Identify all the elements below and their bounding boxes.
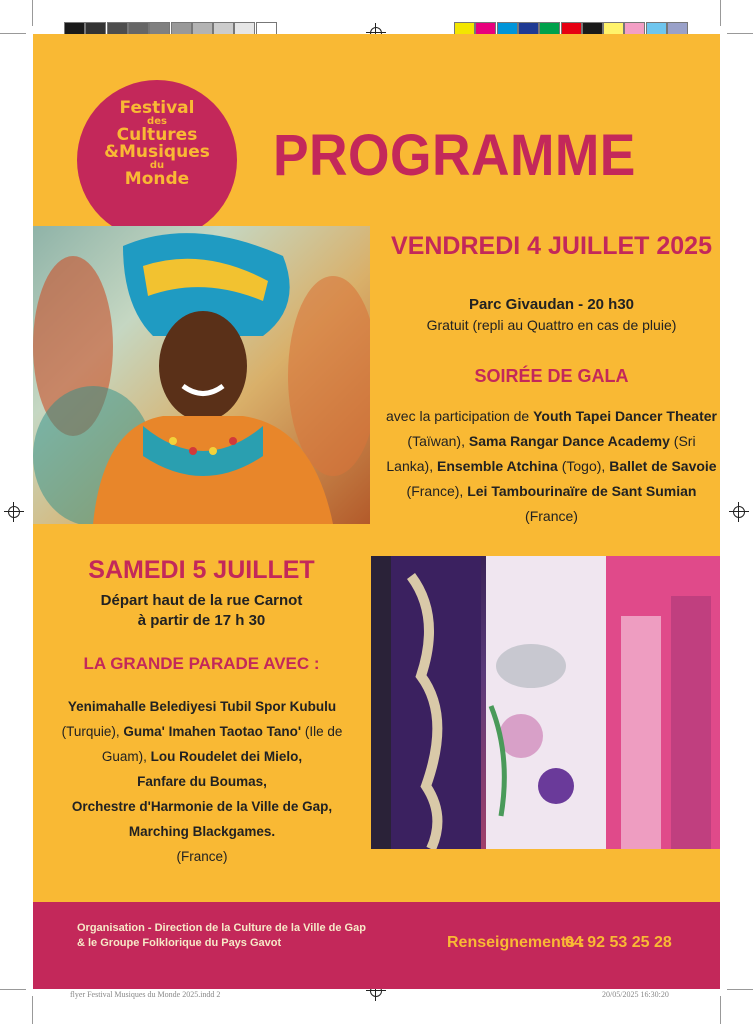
participants-intro: avec la participation de (386, 408, 530, 424)
group-country: (France) (176, 849, 228, 864)
participant-name: Sama Rangar Dance Academy (468, 433, 670, 449)
registration-mark-icon (733, 506, 745, 518)
dancer-photo (33, 226, 370, 524)
group-name: Yenimahalle Belediyesi Tubil Spor Kubulu (67, 699, 337, 714)
footer-phone: 04 92 53 25 28 (565, 934, 672, 951)
logo-line: Monde (124, 169, 190, 189)
participant-name: Ballet de Savoie (609, 458, 717, 474)
saturday-start-time: à partir de 17 h 30 (137, 612, 266, 629)
saturday-groups (41, 694, 363, 869)
costume-photo (371, 556, 720, 849)
friday-note: Gratuit (repli au Quattro en cas de pluie) (426, 317, 677, 333)
participant-country: (France) (525, 508, 578, 524)
saturday-date-heading: SAMEDI 5 JUILLET (88, 556, 315, 584)
group-name: Marching Blackgames. (128, 824, 276, 839)
crop-mark (720, 996, 721, 1024)
crop-mark (720, 0, 721, 26)
logo-line: des (147, 116, 167, 127)
friday-participants (385, 404, 718, 529)
crop-mark (727, 33, 753, 34)
logo-line: &Musiques (104, 142, 210, 162)
slug-timestamp: 20/05/2025 16:30:20 (602, 990, 669, 999)
logo-line: Cultures (116, 125, 198, 145)
registration-mark-icon (8, 506, 20, 518)
page-title: PROGRAMME (273, 123, 636, 188)
friday-date-heading: VENDREDI 4 JUILLET 2025 (391, 232, 712, 260)
group-country: (Turquie), (61, 724, 120, 739)
group-name: Fanfare du Boumas, (137, 774, 267, 789)
participant-name: Ensemble Atchina (436, 458, 558, 474)
group-name: Orchestre d'Harmonie de la Ville de Gap, (71, 799, 333, 814)
crop-mark (0, 989, 26, 990)
group-name: Guma' Imahen Taotao Tano' (123, 724, 302, 739)
poster (33, 34, 720, 989)
participant-country: (Taïwan), (407, 433, 465, 449)
participant-country: (Sri Lanka), (386, 433, 696, 474)
crop-mark (32, 996, 33, 1024)
slug-file-name: flyer Festival Musiques du Monde 2025.indd 2 (70, 990, 221, 999)
saturday-start-line: Départ haut de la rue Carnot (100, 592, 303, 609)
friday-venue: Parc Givaudan - 20 h30 (468, 296, 635, 313)
participant-name: Lei Tambourinaïre de Sant Sumian (467, 483, 697, 499)
logo-line: du (149, 160, 165, 171)
group-name: Lou Roudelet dei Mielo, (150, 749, 303, 764)
crop-mark (727, 989, 753, 990)
crop-mark (32, 0, 33, 26)
footer-organisation-line2: & le Groupe Folklorique du Pays Gavot (77, 937, 282, 949)
festival-logo (77, 80, 237, 240)
saturday-event-heading: LA GRANDE PARADE AVEC : (83, 654, 320, 673)
participant-name: Youth Tapei Dancer Theater (533, 408, 717, 424)
friday-event-heading: SOIRÉE DE GALA (474, 366, 629, 386)
footer-organisation: Organisation - Direction de la Culture de la Ville de Gap (77, 922, 366, 934)
crop-mark (0, 33, 26, 34)
participant-country: (France), (406, 483, 464, 499)
logo-line: Festival (119, 98, 195, 118)
participant-country: (Togo), (561, 458, 606, 474)
group-country: (Ile de Guam), (101, 724, 343, 764)
footer-band (33, 902, 720, 989)
footer-info-label: Renseignements : (447, 934, 585, 951)
